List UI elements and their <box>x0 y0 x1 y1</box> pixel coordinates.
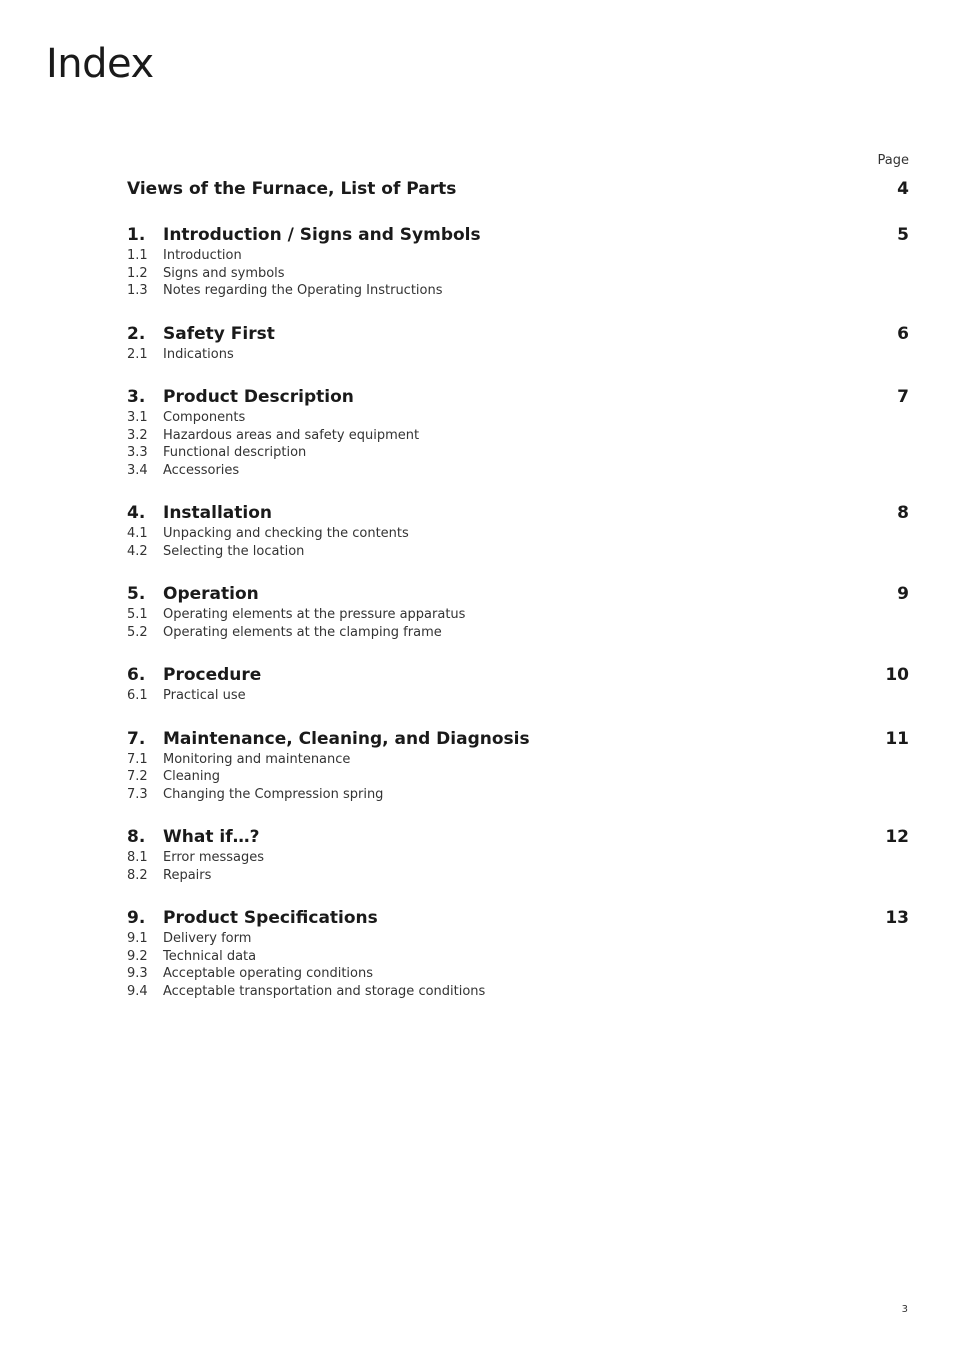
toc-subsection[interactable] <box>127 849 909 867</box>
toc-subsection[interactable] <box>127 409 909 427</box>
toc-subsection-title: Acceptable transportation and storage conditions <box>163 983 486 999</box>
toc-section-title: Product Specifications <box>163 908 378 928</box>
toc-subsection-number: 7.2 <box>127 769 148 784</box>
toc-section <box>127 582 909 641</box>
toc-subsection[interactable] <box>127 265 909 283</box>
toc-section-title: Operation <box>163 584 259 604</box>
toc-subsection-number: 8.2 <box>127 867 148 883</box>
toc-section <box>127 501 909 560</box>
toc-subsection-number: 2.1 <box>127 346 148 362</box>
toc-subsection-number: 4.2 <box>127 543 148 559</box>
toc-section-title: What if…? <box>163 827 260 847</box>
toc-sections <box>127 223 909 1000</box>
toc-subsection-title: Functional description <box>163 445 307 460</box>
toc-subsection-title: Signs and symbols <box>163 265 285 281</box>
toc-subsection-title: Monitoring and maintenance <box>163 751 351 767</box>
toc-subsection-number: 9.3 <box>127 966 148 981</box>
toc-section-number: 7. <box>127 728 146 749</box>
footer-page-number: 3 <box>901 1304 908 1315</box>
toc-subsection[interactable] <box>127 983 909 1001</box>
toc-section-heading[interactable] <box>127 727 909 751</box>
toc-subsection[interactable] <box>127 624 909 642</box>
toc-section-heading[interactable] <box>127 385 909 409</box>
toc-section-heading[interactable] <box>127 825 909 849</box>
toc-section-heading[interactable] <box>127 501 909 525</box>
toc-section <box>127 223 909 300</box>
toc-section-page: 12 <box>885 827 909 847</box>
toc-section-number: 5. <box>127 584 146 604</box>
toc-entry-page: 4 <box>897 179 909 199</box>
page-title: Index <box>46 41 154 87</box>
toc-section-title: Safety First <box>163 323 275 344</box>
toc-subsection-title: Indications <box>163 346 234 362</box>
toc-subsection[interactable] <box>127 786 909 804</box>
toc-entry-title: Views of the Furnace, List of Parts <box>127 179 457 199</box>
toc-subsection-number: 1.2 <box>127 265 148 281</box>
toc-subsection-title: Hazardous areas and safety equipment <box>163 427 420 443</box>
toc-section-page: 9 <box>897 584 909 604</box>
toc-subsection-title: Operating elements at the pressure apparatus <box>163 607 466 622</box>
toc-subsection[interactable] <box>127 930 909 948</box>
toc-section-title: Procedure <box>163 665 262 685</box>
toc-section-heading[interactable] <box>127 906 909 930</box>
toc-subsection-number: 9.2 <box>127 948 148 964</box>
toc-subsection[interactable] <box>127 444 909 462</box>
page-column-label: Page <box>877 153 909 168</box>
toc-subsection-title: Components <box>163 410 246 425</box>
toc-subsection-number: 5.2 <box>127 624 148 640</box>
toc-section-page: 6 <box>897 323 909 344</box>
toc-subsection-title: Introduction <box>163 248 242 263</box>
toc-section-page: 7 <box>897 387 909 407</box>
toc-section-page: 5 <box>897 225 909 245</box>
toc-section <box>127 663 909 705</box>
toc-subsection-title: Unpacking and checking the contents <box>163 526 409 541</box>
toc-subsection[interactable] <box>127 543 909 561</box>
toc-subsection-title: Selecting the location <box>163 543 305 559</box>
toc-subsection-title: Cleaning <box>163 769 220 784</box>
toc-subsection[interactable] <box>127 965 909 983</box>
toc-subsection[interactable] <box>127 462 909 480</box>
toc-section-page: 10 <box>885 665 909 685</box>
toc-subsection-number: 3.1 <box>127 410 148 425</box>
toc-subsection-number: 9.4 <box>127 983 148 999</box>
toc-subsection-title: Operating elements at the clamping frame <box>163 624 442 640</box>
toc-section-number: 8. <box>127 827 146 847</box>
toc-subsection-title: Acceptable operating conditions <box>163 966 373 981</box>
toc-subsection-number: 1.1 <box>127 248 148 263</box>
toc-section-heading[interactable] <box>127 663 909 687</box>
toc-section-number: 2. <box>127 323 146 344</box>
toc-subsection-title: Practical use <box>163 688 246 703</box>
toc-section <box>127 322 909 364</box>
toc-subsection-number: 8.1 <box>127 850 148 865</box>
toc-subsection-number: 6.1 <box>127 688 148 703</box>
toc-subsection-title: Error messages <box>163 850 265 865</box>
toc-section <box>127 906 909 1000</box>
toc-section-title: Maintenance, Cleaning, and Diagnosis <box>163 728 530 749</box>
toc-subsection-number: 1.3 <box>127 283 148 298</box>
toc-subsection[interactable] <box>127 427 909 445</box>
toc-subsection[interactable] <box>127 525 909 543</box>
toc-subsection[interactable] <box>127 687 909 705</box>
toc-section-number: 4. <box>127 503 146 523</box>
toc-subsection[interactable] <box>127 606 909 624</box>
toc-section-number: 6. <box>127 665 146 685</box>
toc-subsection[interactable] <box>127 948 909 966</box>
toc-section-title: Product Description <box>163 387 354 407</box>
toc-subsection-number: 3.3 <box>127 445 148 460</box>
toc-subsection-number: 4.1 <box>127 526 148 541</box>
toc-section <box>127 825 909 884</box>
toc-subsection-number: 5.1 <box>127 607 148 622</box>
toc-section-heading[interactable] <box>127 582 909 606</box>
toc-subsection-number: 7.1 <box>127 751 148 767</box>
toc-section-heading[interactable] <box>127 322 909 346</box>
toc-subsection-title: Delivery form <box>163 931 252 946</box>
toc-subsection-title: Notes regarding the Operating Instructions <box>163 283 443 298</box>
toc-subsection-number: 3.2 <box>127 427 148 443</box>
toc-subsection-number: 3.4 <box>127 462 148 478</box>
toc-section-number: 3. <box>127 387 146 407</box>
toc-subsection[interactable] <box>127 282 909 300</box>
toc-subsection[interactable] <box>127 867 909 885</box>
toc-section-number: 1. <box>127 225 146 245</box>
toc-subsection-number: 9.1 <box>127 931 148 946</box>
toc-section-heading[interactable] <box>127 223 909 247</box>
toc-subsection-title: Accessories <box>163 462 240 478</box>
toc-section-page: 11 <box>885 728 909 749</box>
toc-subsection-title: Repairs <box>163 867 212 883</box>
toc-section-title: Introduction / Signs and Symbols <box>163 225 481 245</box>
toc-subsection-title: Technical data <box>163 948 257 964</box>
toc-subsection[interactable] <box>127 247 909 265</box>
toc-subsection-number: 7.3 <box>127 786 148 802</box>
toc-section-page: 8 <box>897 503 909 523</box>
toc-subsection[interactable] <box>127 346 909 364</box>
toc-subsection[interactable] <box>127 768 909 786</box>
toc-section <box>127 727 909 804</box>
toc-entry-views[interactable] <box>127 177 909 201</box>
toc-subsection-title: Changing the Compression spring <box>163 786 384 802</box>
table-of-contents <box>127 152 909 1000</box>
toc-section-number: 9. <box>127 908 146 928</box>
toc-section <box>127 385 909 479</box>
toc-subsection[interactable] <box>127 751 909 769</box>
toc-section-page: 13 <box>885 908 909 928</box>
toc-section-title: Installation <box>163 503 273 523</box>
